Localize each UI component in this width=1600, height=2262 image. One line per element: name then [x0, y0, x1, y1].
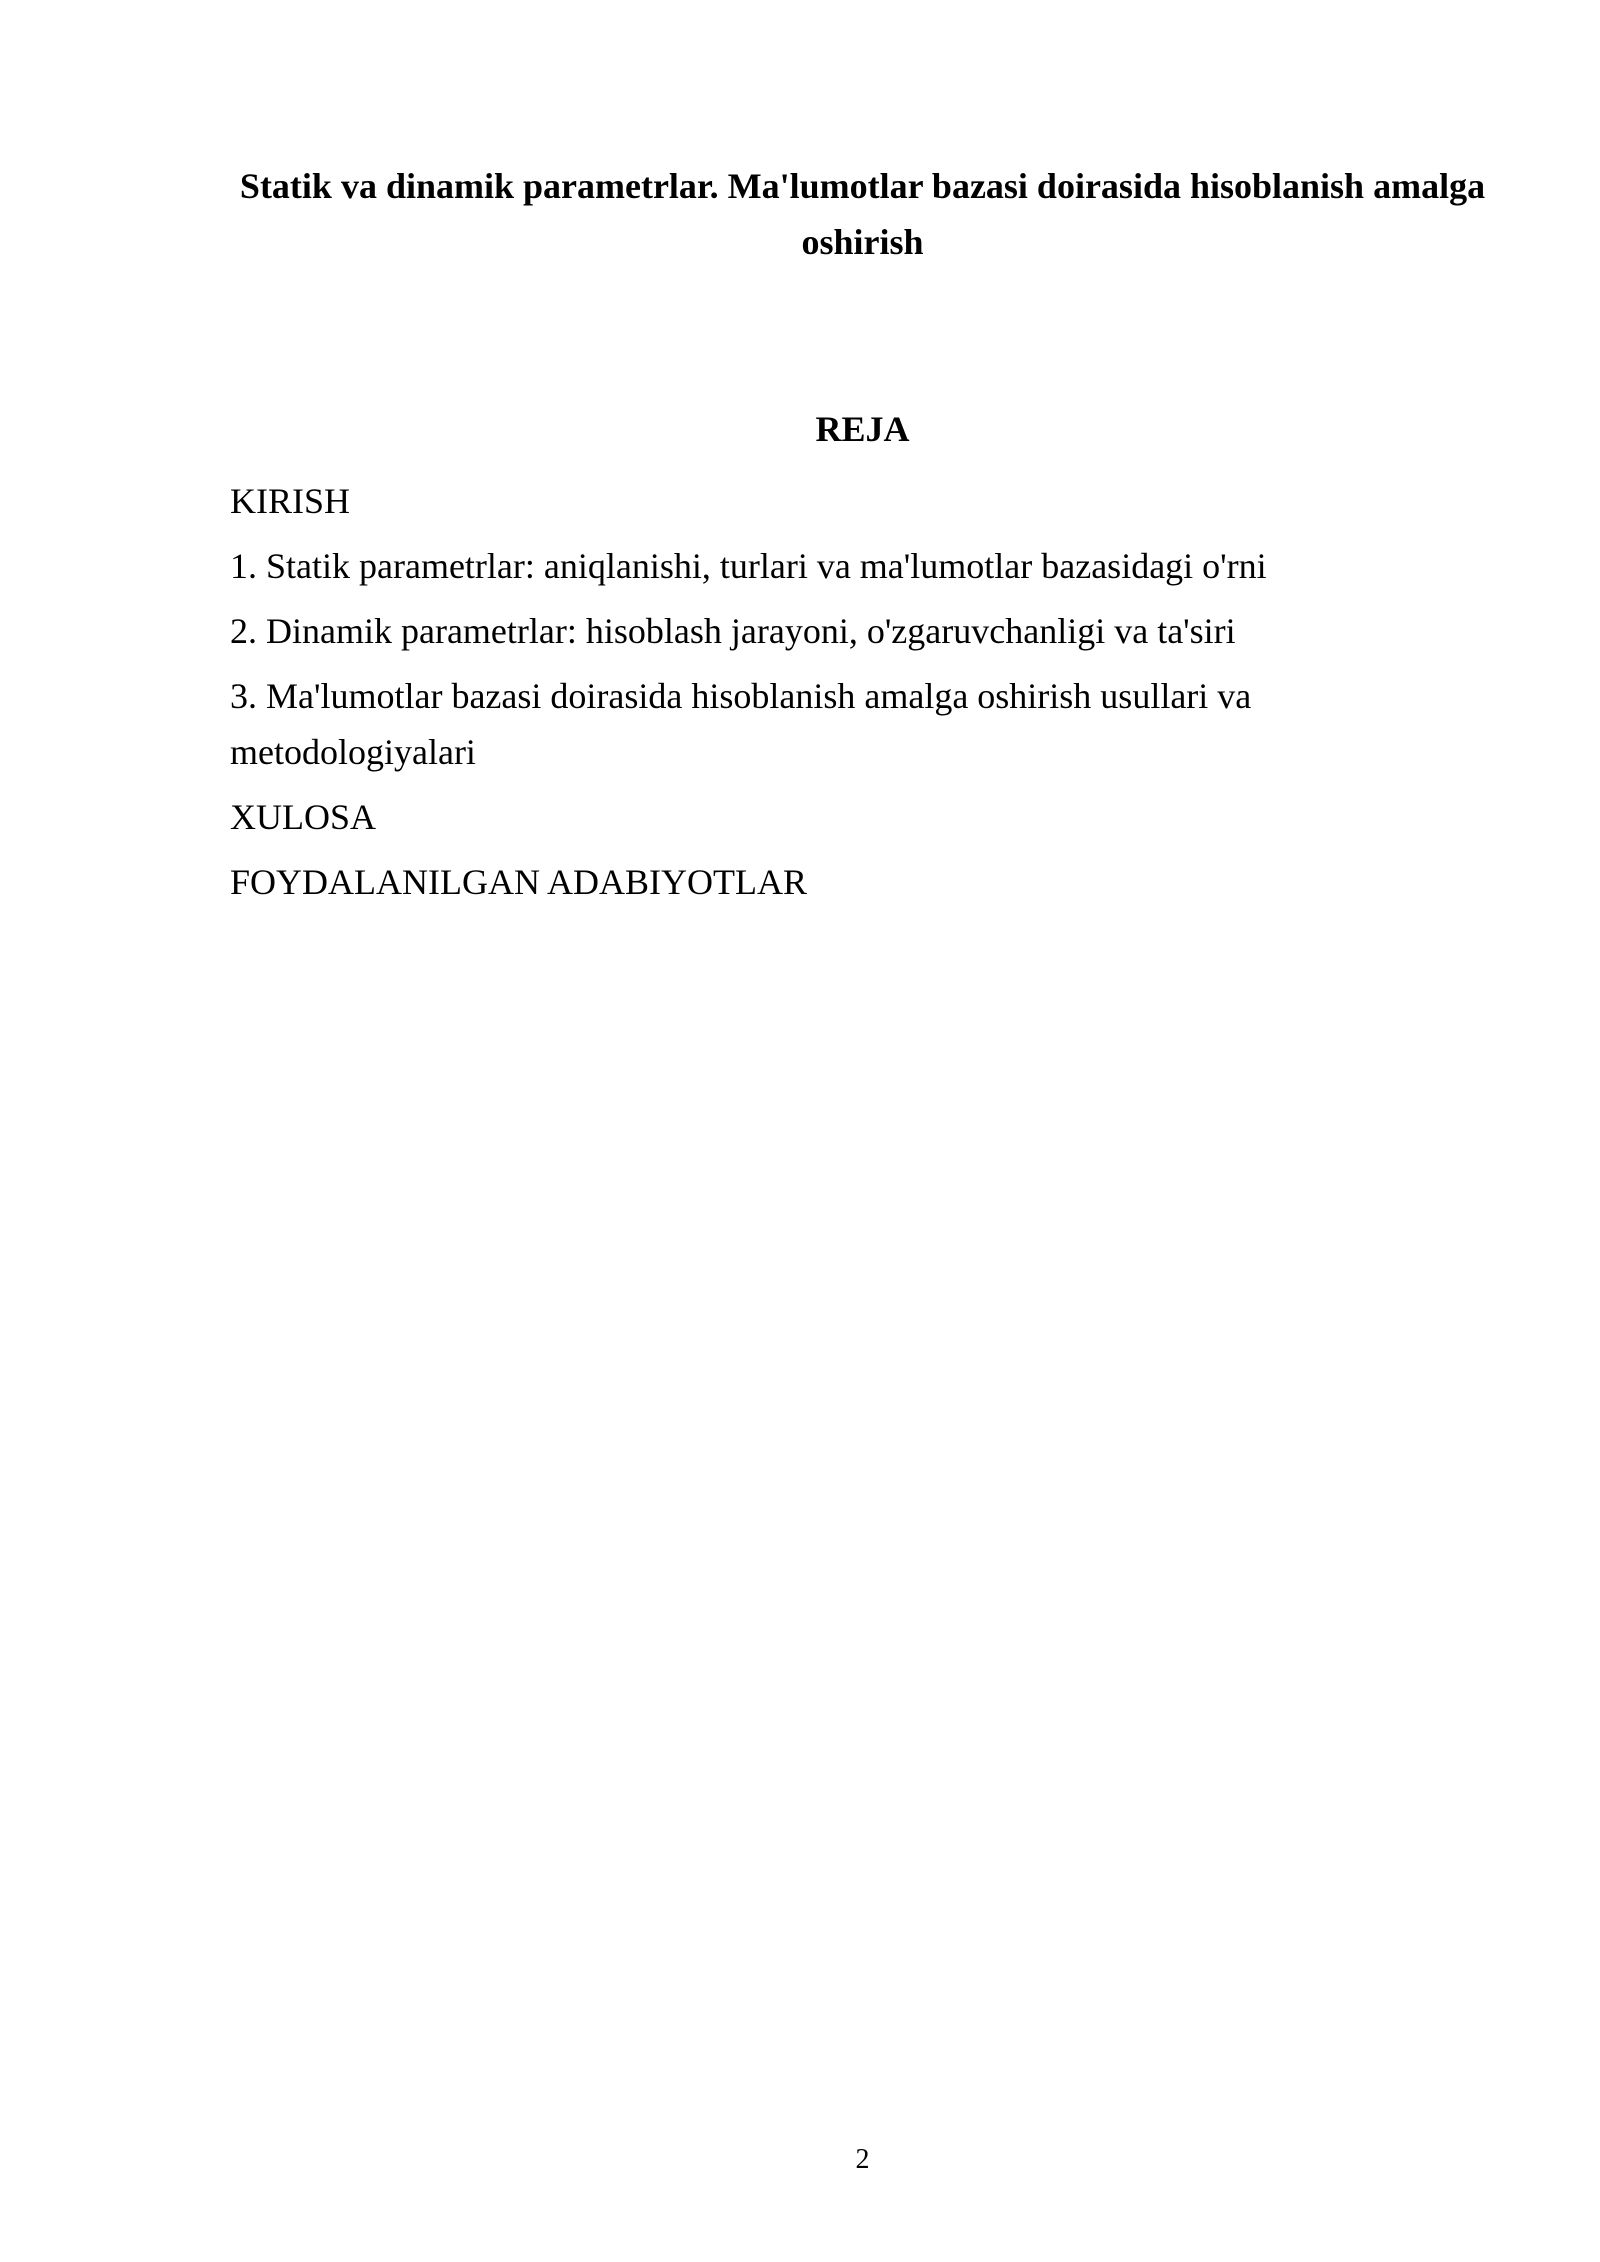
plan-item-conclusion: XULOSA: [230, 797, 377, 837]
plan-heading: REJA: [815, 409, 910, 449]
plan-item-dynamic-parameters: 2. Dinamik parametrlar: hisoblash jarayoni, o'zgaruvchanligi va ta'siri: [230, 611, 1236, 651]
plan-item-references: FOYDALANILGAN ADABIYOTLAR: [230, 862, 807, 902]
plan-list: [230, 473, 1350, 919]
document-title: Statik va dinamik parametrlar. Ma'lumotlar bazasi doirasida hisoblanish amalga oshirish: [239, 166, 1486, 262]
page-number: 2: [855, 2144, 870, 2175]
plan-item-static-parameters: 1. Statik parametrlar: aniqlanishi, turlari va ma'lumotlar bazasidagi o'rni: [230, 546, 1267, 586]
plan-item-database-computation: 3. Ma'lumotlar bazasi doirasida hisoblanish amalga oshirish usullari va metodologiyalari: [230, 676, 1252, 772]
plan-item-introduction: KIRISH: [230, 481, 351, 521]
